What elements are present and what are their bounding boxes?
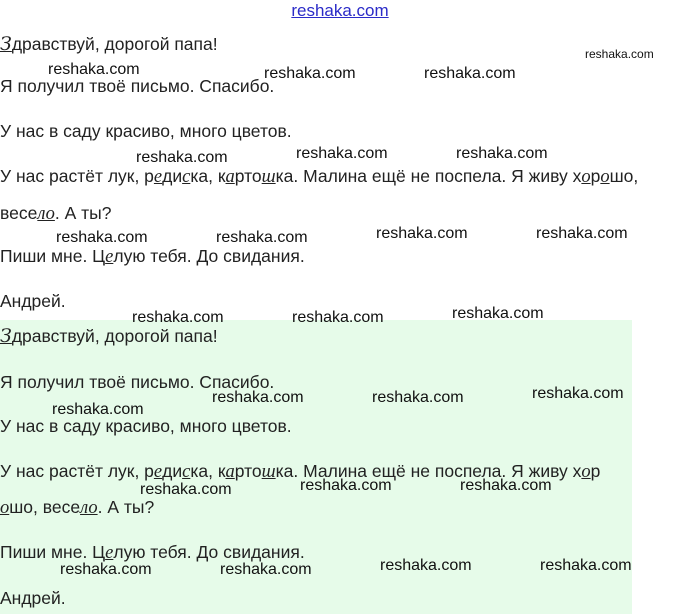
watermark: reshaka.com bbox=[212, 389, 304, 406]
watermark: reshaka.com bbox=[136, 149, 228, 166]
text: лую тебя. До свидания. bbox=[113, 542, 305, 562]
watermark: reshaka.com bbox=[48, 61, 140, 78]
highlighted-letter: о bbox=[581, 167, 591, 187]
text: лую тебя. До свидания. bbox=[113, 246, 305, 266]
watermark: reshaka.com bbox=[540, 557, 632, 574]
watermark: reshaka.com bbox=[585, 47, 654, 61]
text: ка. Малина ещё не поспела. Я живу х bbox=[275, 461, 582, 481]
letter-line-2: У нас в саду красиво, много цветов. bbox=[0, 416, 292, 436]
text: . А ты? bbox=[97, 497, 155, 517]
highlighted-letter: о bbox=[581, 462, 591, 482]
text: р bbox=[590, 166, 601, 186]
text: У нас растёт лук, р bbox=[0, 461, 154, 481]
letter-signature: Андрей. bbox=[0, 291, 66, 311]
watermark: reshaka.com bbox=[460, 477, 552, 494]
text: весе bbox=[0, 203, 38, 223]
letter-line-1: Я получил твоё письмо. Спасибо. bbox=[0, 372, 275, 392]
watermark: reshaka.com bbox=[140, 481, 232, 498]
highlighted-letter: с bbox=[182, 462, 191, 482]
text: шо, bbox=[609, 166, 639, 186]
highlighted-letter: ло bbox=[37, 204, 55, 224]
highlighted-letter: а bbox=[225, 462, 235, 482]
text: ка. Малина ещё не поспела. Я живу х bbox=[275, 166, 582, 186]
text: рто bbox=[234, 461, 262, 481]
highlighted-letter: ш bbox=[261, 167, 276, 187]
capital-letter: З bbox=[0, 33, 12, 55]
watermark: reshaka.com bbox=[456, 145, 548, 162]
highlighted-letter: ш bbox=[261, 462, 276, 482]
text: ка, к bbox=[190, 461, 226, 481]
text: У нас растёт лук, р bbox=[0, 166, 154, 186]
watermark: reshaka.com bbox=[60, 561, 152, 578]
watermark: reshaka.com bbox=[372, 389, 464, 406]
watermark: reshaka.com bbox=[220, 561, 312, 578]
text: р bbox=[590, 461, 601, 481]
watermark: reshaka.com bbox=[292, 309, 384, 326]
text: шо, весе bbox=[9, 497, 81, 517]
watermark: reshaka.com bbox=[56, 229, 148, 246]
letter-line-4 bbox=[0, 203, 111, 225]
text: . А ты? bbox=[54, 203, 112, 223]
watermark: reshaka.com bbox=[376, 225, 468, 242]
text: ди bbox=[162, 166, 183, 186]
highlighted-letter: ло bbox=[80, 498, 98, 518]
letter-line-3 bbox=[0, 166, 638, 188]
watermark: reshaka.com bbox=[536, 225, 628, 242]
letter-line-5 bbox=[0, 246, 305, 268]
text: Пиши мне. Ц bbox=[0, 246, 106, 266]
watermark: reshaka.com bbox=[264, 65, 356, 82]
highlighted-letter: е bbox=[153, 167, 163, 187]
letter-line-1: Я получил твоё письмо. Спасибо. bbox=[0, 76, 275, 96]
watermark: reshaka.com bbox=[424, 65, 516, 82]
watermark: reshaka.com bbox=[380, 557, 472, 574]
watermark: reshaka.com bbox=[532, 385, 624, 402]
letter-line-4 bbox=[0, 497, 154, 519]
highlighted-letter: е bbox=[153, 462, 163, 482]
text: ди bbox=[162, 461, 183, 481]
letter-line-2: У нас в саду красиво, много цветов. bbox=[0, 121, 292, 141]
watermark: reshaka.com bbox=[452, 305, 544, 322]
letter-greeting bbox=[0, 325, 218, 347]
text: Пиши мне. Ц bbox=[0, 542, 106, 562]
watermark: reshaka.com bbox=[296, 145, 388, 162]
letter-greeting bbox=[0, 33, 218, 55]
site-title-link[interactable]: reshaka.com bbox=[291, 1, 389, 20]
watermark: reshaka.com bbox=[300, 477, 392, 494]
watermark: reshaka.com bbox=[52, 401, 144, 418]
text: ка, к bbox=[190, 166, 226, 186]
highlighted-letter: е bbox=[105, 247, 114, 267]
highlighted-letter: о bbox=[600, 167, 610, 187]
watermark: reshaka.com bbox=[216, 229, 308, 246]
highlighted-letter: о bbox=[0, 498, 10, 518]
watermark: reshaka.com bbox=[132, 309, 224, 326]
text: рто bbox=[234, 166, 262, 186]
highlighted-letter: е bbox=[105, 543, 114, 563]
letter-signature: Андрей. bbox=[0, 588, 66, 608]
highlighted-letter: с bbox=[182, 167, 191, 187]
capital-letter: З bbox=[0, 325, 12, 347]
greeting-text: дравствуй, дорогой папа! bbox=[11, 34, 218, 54]
greeting-text: дравствуй, дорогой папа! bbox=[11, 326, 218, 346]
highlighted-letter: а bbox=[225, 167, 235, 187]
